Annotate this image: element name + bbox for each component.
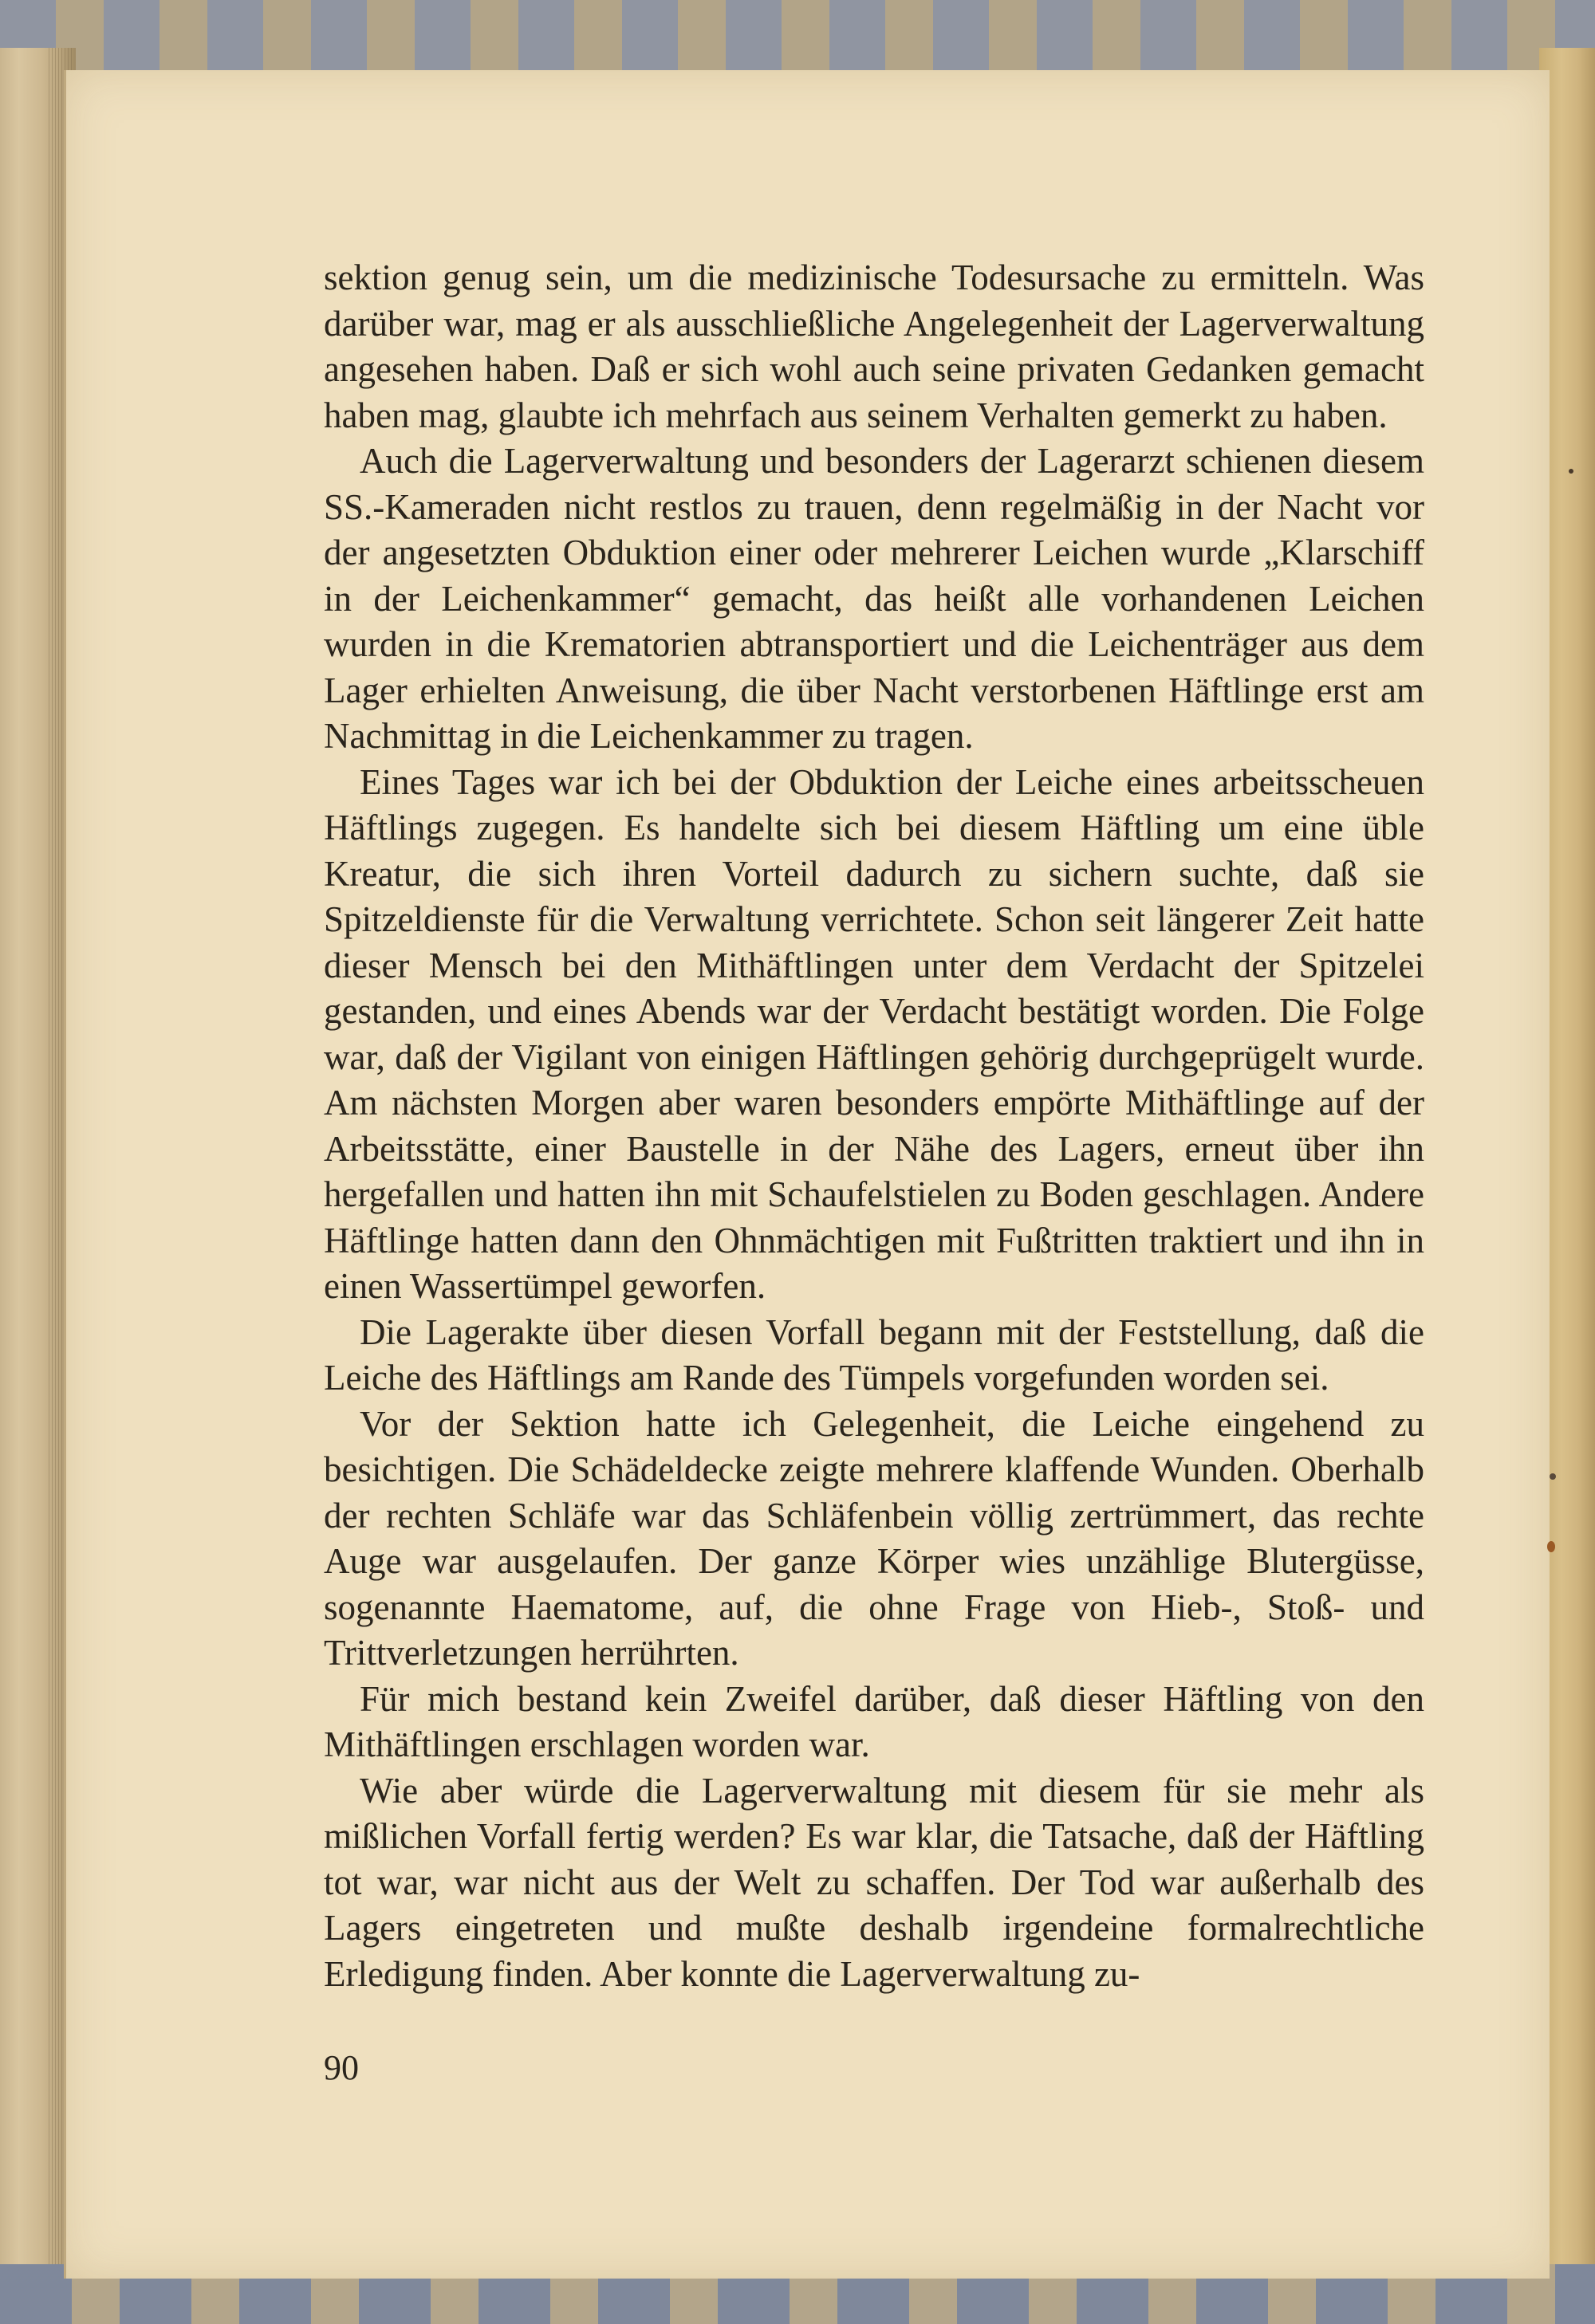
page-number: 90 (324, 2048, 359, 2087)
paper-spot (1550, 1473, 1556, 1480)
paragraph: Auch die Lagerverwaltung und besonders der Lagerarzt schienen diesem SS.-Kameraden nicht restlos zu trauen, denn regelmäßig in der Nacht vor der angesetzten Obduktion einer oder mehrerer Leichen wurde „Klarschiff in der Leichenkammer“ gemacht, das heißt alle vorhandenen Leichen wurden in die Krematorien abtransportiert und die Leichenträger aus dem Lager erhielten Anweisung, die über Nacht verstorbenen Häftlinge erst am Nachmittag in die Leichenkammer zu tragen. (324, 441, 1424, 756)
paragraph: Eines Tages war ich bei der Obduktion der Leiche eines arbeitsscheuen Häftlings zugegen. Es handelte sich bei diesem Häftling um eine üble Kreatur, die sich ihren Vorteil dadurch zu sichern suchte, daß sie Spitzeldienste für die Verwaltung verrichtete. Schon seit längerer Zeit hatte dieser Mensch bei den Mithäftlingen unter dem Verdacht der Spitzelei gestanden, und eines Abends war der Verdacht bestätigt worden. Die Folge war, daß der Vigilant von einigen Häftlingen gehörig durchgeprügelt wurde. Am nächsten Morgen aber waren besonders empörte Mithäftlinge auf der Arbeitsstätte, einer Baustelle in der Nähe des Lagers, erneut über ihn hergefallen und hatten ihn mit Schaufelstielen zu Boden geschlagen. Andere Häftlinge hatten dann den Ohnmächtigen mit Fußtritten traktiert und ihn in einen Wassertümpel geworfen. (324, 761, 1424, 1306)
paper-spot (1569, 469, 1573, 474)
top-binding-strip (0, 0, 1595, 76)
body-text (324, 255, 1424, 1997)
paragraph: Vor der Sektion hatte ich Gelegenheit, die Leiche eingehend zu besichtigen. Die Schädeldecke zeigte mehrere klaffende Wunden. Oberhalb der rechten Schläfe war das Schläfenbein völlig zertrümmert, das rechte Auge war ausgelaufen. Der ganze Körper wies unzählige Blutergüsse, sogenannte Haematome, auf, die ohne Frage von Hieb-, Stoß- und Trittverletzungen herrührten. (324, 1403, 1424, 1673)
paragraph: sektion genug sein, um die medizinische Todesursache zu ermitteln. Was darüber war, mag er als ausschließliche Angelegenheit der Lagerverwaltung angesehen haben. Daß er sich wohl auch seine privaten Gedanken gemacht haben mag, glaubte ich mehrfach aus seinem Verhalten gemerkt zu haben. (324, 258, 1424, 435)
paragraph: Die Lagerakte über diesen Vorfall begann mit der Feststellung, daß die Leiche des Häftlings am Rande des Tümpels vorgefunden worden sei. (324, 1311, 1424, 1398)
paper-spot (1547, 1541, 1555, 1552)
paragraph: Für mich bestand kein Zweifel darüber, daß dieser Häftling von den Mithäftlingen erschlagen worden war. (324, 1678, 1424, 1764)
paragraph: Wie aber würde die Lagerverwaltung mit diesem für sie mehr als mißlichen Vorfall fertig werden? Es war klar, die Tatsache, daß der Häftling tot war, war nicht aus der Welt zu schaffen. Der Tod war außerhalb des Lagers eingetreten und mußte deshalb irgendeine formalrechtliche Erledigung finden. Aber konnte die Lagerverwaltung zu- (324, 1770, 1424, 1994)
